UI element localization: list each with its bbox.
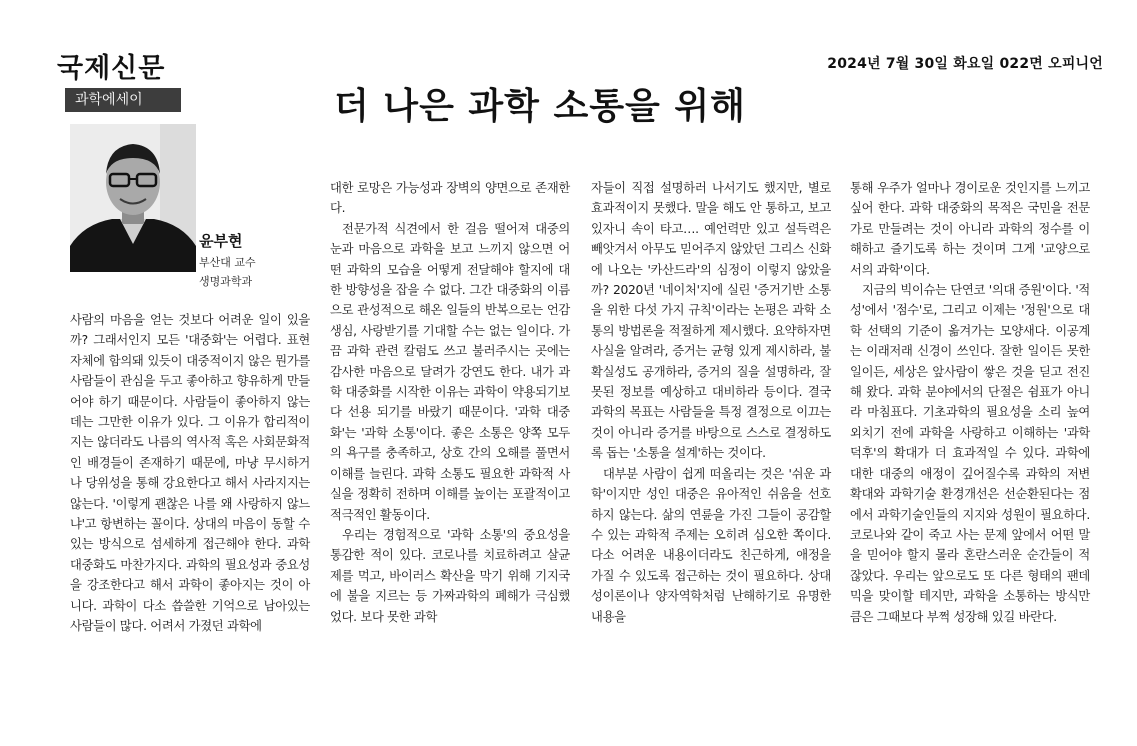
dateline: 2024년 7월 30일 화요일 022면 오피니언 bbox=[827, 56, 1103, 72]
author-name: 윤부현 bbox=[199, 232, 243, 250]
newspaper-masthead: 국제신문 bbox=[57, 53, 166, 84]
paragraph: 우리는 경험적으로 '과학 소통'의 중요성을 통감한 적이 있다. 코로나를 치료하려고 살균제를 먹고, 바이러스 확산을 막기 위해 기지국에 불을 지르는 등 가짜과학의 폐해가 극심했었다. 보다 못한 과학 bbox=[330, 527, 570, 624]
paragraph: 전문가적 식견에서 한 걸음 떨어져 대중의 눈과 마음으로 과학을 보고 느끼지 않으면 어떤 과학의 모습을 어떻게 전달해야 할지에 대한 방향성을 잡을 수 없다. 그간 대중화의 이름으로 관성적으로 해온 일들의 반복으로는 언감생심, 사랑받기를 기대할 수는 없는 일이다. 가끔 과학 관련 칼럼도 쓰고 불러주시는 곳에는 감사한 마음으로 달려가 강연도 한다. 내가 과학 대중화를 시작한 이유는 과학이 약용되기보다 선용 되기를 바랐기 때문이다. '과학 대중화'는 '과학 소통'이다. 좋은 소통은 양쪽 모두의 욕구를 충족하고, 상호 간의 오해를 풀면서 이해를 늘린다. 과학 소통도 필요한 과학적 사실을 정확히 전하며 이해를 높이는 포괄적이고 적극적인 활동이다. bbox=[330, 221, 570, 522]
article-column-1 bbox=[70, 310, 310, 637]
author-affiliation-university: 부산대 교수 bbox=[199, 256, 256, 269]
paragraph: 지금의 빅이슈는 단연코 '의대 증원'이다. '적성'에서 '점수'로, 그리고 이제는 '정원'으로 대학 선택의 기준이 옮겨가는 모양새다. 이공계는 이래저래 신경이 쓰인다. 잘한 일이든 못한 일이든, 세상은 앞사람이 쌓은 것을 딛고 전진해 왔다. 과학 분야에서의 단절은 쉼표가 아니라 마침표다. 기초과학의 필요성을 소리 높여 외치기 전에 과학을 사랑하고 이해하는 '과학덕후'의 확대가 더 효과적일 수 있다. 과학에 대한 대중의 애정이 깊어질수록 과학의 저변 확대와 과학기술 환경개선은 선순환된다는 점에서 과학기술인들의 지지와 성원이 필요하다. 코로나와 같이 죽고 사는 문제 앞에서 어떤 말을 믿어야 할지 몰라 혼란스러운 순간들이 적잖았다. 우리는 앞으로도 또 다른 형태의 팬데믹을 맞이할 테지만, 과학을 소통하는 방식만큼은 그때보다 부쩍 성장해 있길 바란다. bbox=[850, 283, 1090, 624]
author-portrait-icon bbox=[70, 124, 196, 272]
paragraph: 통해 우주가 얼마나 경이로운 것인지를 느끼고 싶어 한다. 과학 대중화의 목적은 국민을 전문가로 만들려는 것이 아니라 과학의 정수를 이해하고 즐기도록 하는 것이며 그게 '교양으로서의 과학'이다. bbox=[850, 181, 1090, 277]
paragraph: 자들이 직접 설명하러 나서기도 했지만, 별로 효과적이지 못했다. 말을 해도 안 통하고, 보고 있자니 속이 타고…. 예언력만 있고 설득력은 빼앗겨서 아무도 믿어주지 않았던 그리스 신화에 나오는 '카산드라'의 심정이 이렇지 않았을까? 2020년 '네이처'지에 실린 '증거기반 소통을 위한 다섯 가지 규칙'이라는 논평은 과학 소통의 방법론을 적절하게 제시했다. 요약하자면 사실을 알려라, 증거는 균형 있게 제시하라, 불확실성도 공개하라, 증거의 질을 설명하라, 잘못된 정보를 예상하고 대비하라 등이다. 결국 과학의 목표는 사람들을 특정 결정으로 이끄는 것이 아니라 증거를 바탕으로 스스로 결정하도록 돕는 '소통을 설계'하는 것이다. bbox=[591, 181, 831, 461]
author-affiliation-department: 생명과학과 bbox=[199, 275, 253, 288]
article-column-4 bbox=[850, 178, 1090, 627]
paragraph: 대한 로망은 가능성과 장벽의 양면으로 존재한다. bbox=[330, 181, 570, 216]
article-headline: 더 나은 과학 소통을 위해 bbox=[334, 85, 746, 127]
author-photo bbox=[70, 124, 196, 272]
article-column-2 bbox=[330, 178, 570, 627]
section-label: 과학에세이 bbox=[65, 88, 181, 112]
paragraph: 사람의 마음을 얻는 것보다 어려운 일이 있을까? 그래서인지 모든 '대중화'는 어렵다. 표현 자체에 함의돼 있듯이 대중적이지 않은 뭔가를 사람들이 관심을 두고 좋아하고 향유하게 만들어야 하기 때문이다. 사람들이 좋아하지 않는 데는 그만한 이유가 있다. 그 이유가 합리적이지는 않더라도 나름의 역사적 혹은 사회문화적인 배경들이 존재하기 때문에, 마냥 무시하거나 당위성을 통해 강요한다고 해서 사라지지는 않는다. '이렇게 괜찮은 나를 왜 사랑하지 않느냐'고 항변하는 꼴이다. 상대의 마음이 동할 수 있는 방식으로 섬세하게 접근해야 한다. 과학 대중화도 마찬가지다. 과학의 필요성과 중요성을 강조한다고 해서 과학이 좋아지는 것이 아니다. 과학이 다소 씁쓸한 기억으로 남아있는 사람들이 많다. 어려서 가졌던 과학에 bbox=[70, 313, 310, 634]
paragraph: 대부분 사람이 쉽게 떠올리는 것은 '쉬운 과학'이지만 성인 대중은 유아적인 쉬움을 선호하지 않는다. 삶의 연륜을 가진 그들이 공감할 수 있는 과학적 주제는 오히려 심오한 쪽이다. 다소 어려운 내용이더라도 친근하게, 애정을 가질 수 있도록 접근하는 것이 필요하다. 상대성이론이나 양자역학처럼 난해하기로 유명한 내용을 bbox=[591, 466, 831, 624]
article-column-3 bbox=[591, 178, 831, 627]
